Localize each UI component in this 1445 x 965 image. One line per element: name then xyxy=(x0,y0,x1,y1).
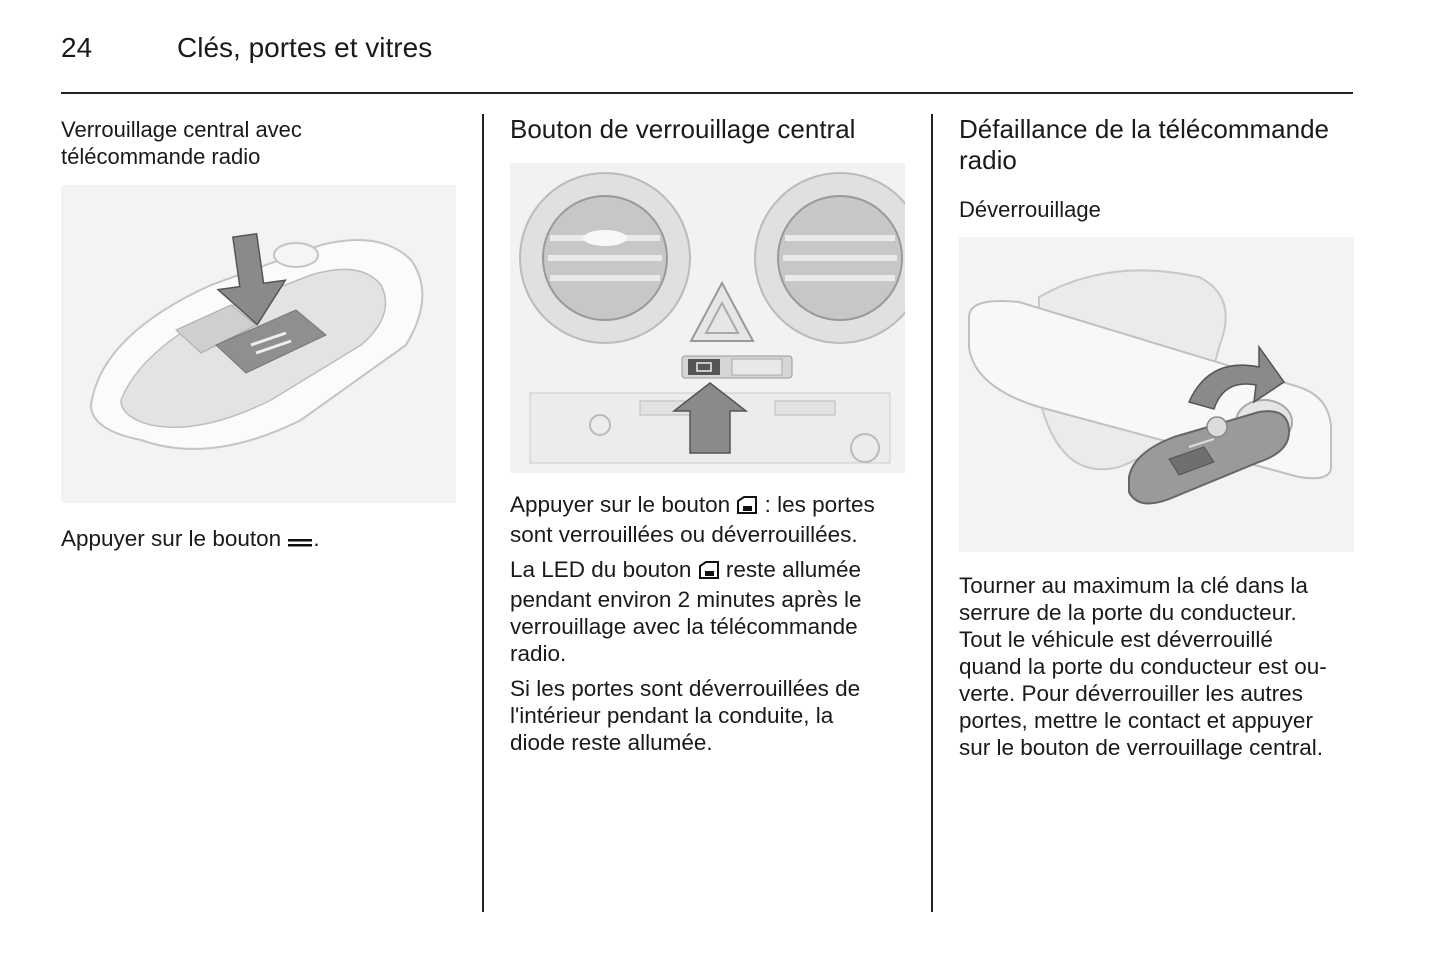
chapter-title: Clés, portes et vitres xyxy=(177,32,433,63)
remote-key-illustration xyxy=(61,185,456,503)
paragraph: Tourner au maximum la clé dans la serrure de la porte du conducteur. Tout le véhicule est déverrouillé quand la porte du conducteur est ou- verte. Pour déverrouiller les autres portes, mettre le contact et appuyer sur le bouton de verrouillage central. xyxy=(959,573,1327,760)
page-header xyxy=(61,30,1353,94)
paragraph: La LED du bouton reste allumée pendant environ 2 minutes après le verrouillage avec la télécommande radio. xyxy=(510,557,862,666)
section-heading: Défaillance de la télécommande radio xyxy=(959,114,1329,175)
subheading: Déverrouillage xyxy=(959,197,1101,222)
column-remote-failure xyxy=(959,114,1354,761)
central-lock-icon xyxy=(698,559,720,586)
central-lock-icon xyxy=(736,494,758,521)
section-heading: Verrouillage central avec télécommande radio xyxy=(61,117,302,169)
column-remote-locking xyxy=(61,114,456,555)
section-heading: Bouton de verrouillage central xyxy=(510,114,856,144)
door-lock-illustration xyxy=(959,237,1354,552)
dashboard-illustration xyxy=(510,163,905,473)
paragraph: Appuyer sur le bouton : les portes sont verrouillées ou déverrouillées. xyxy=(510,492,875,547)
page-number: 24 xyxy=(61,32,93,63)
lock-button-icon xyxy=(287,528,313,555)
paragraph: Si les portes sont déverrouillées de l'intérieur pendant la conduite, la diode reste allumée. xyxy=(510,676,861,755)
caption: Appuyer sur le bouton . xyxy=(61,525,456,555)
column-divider xyxy=(931,114,933,912)
column-central-lock-button xyxy=(510,114,905,756)
column-divider xyxy=(482,114,484,912)
